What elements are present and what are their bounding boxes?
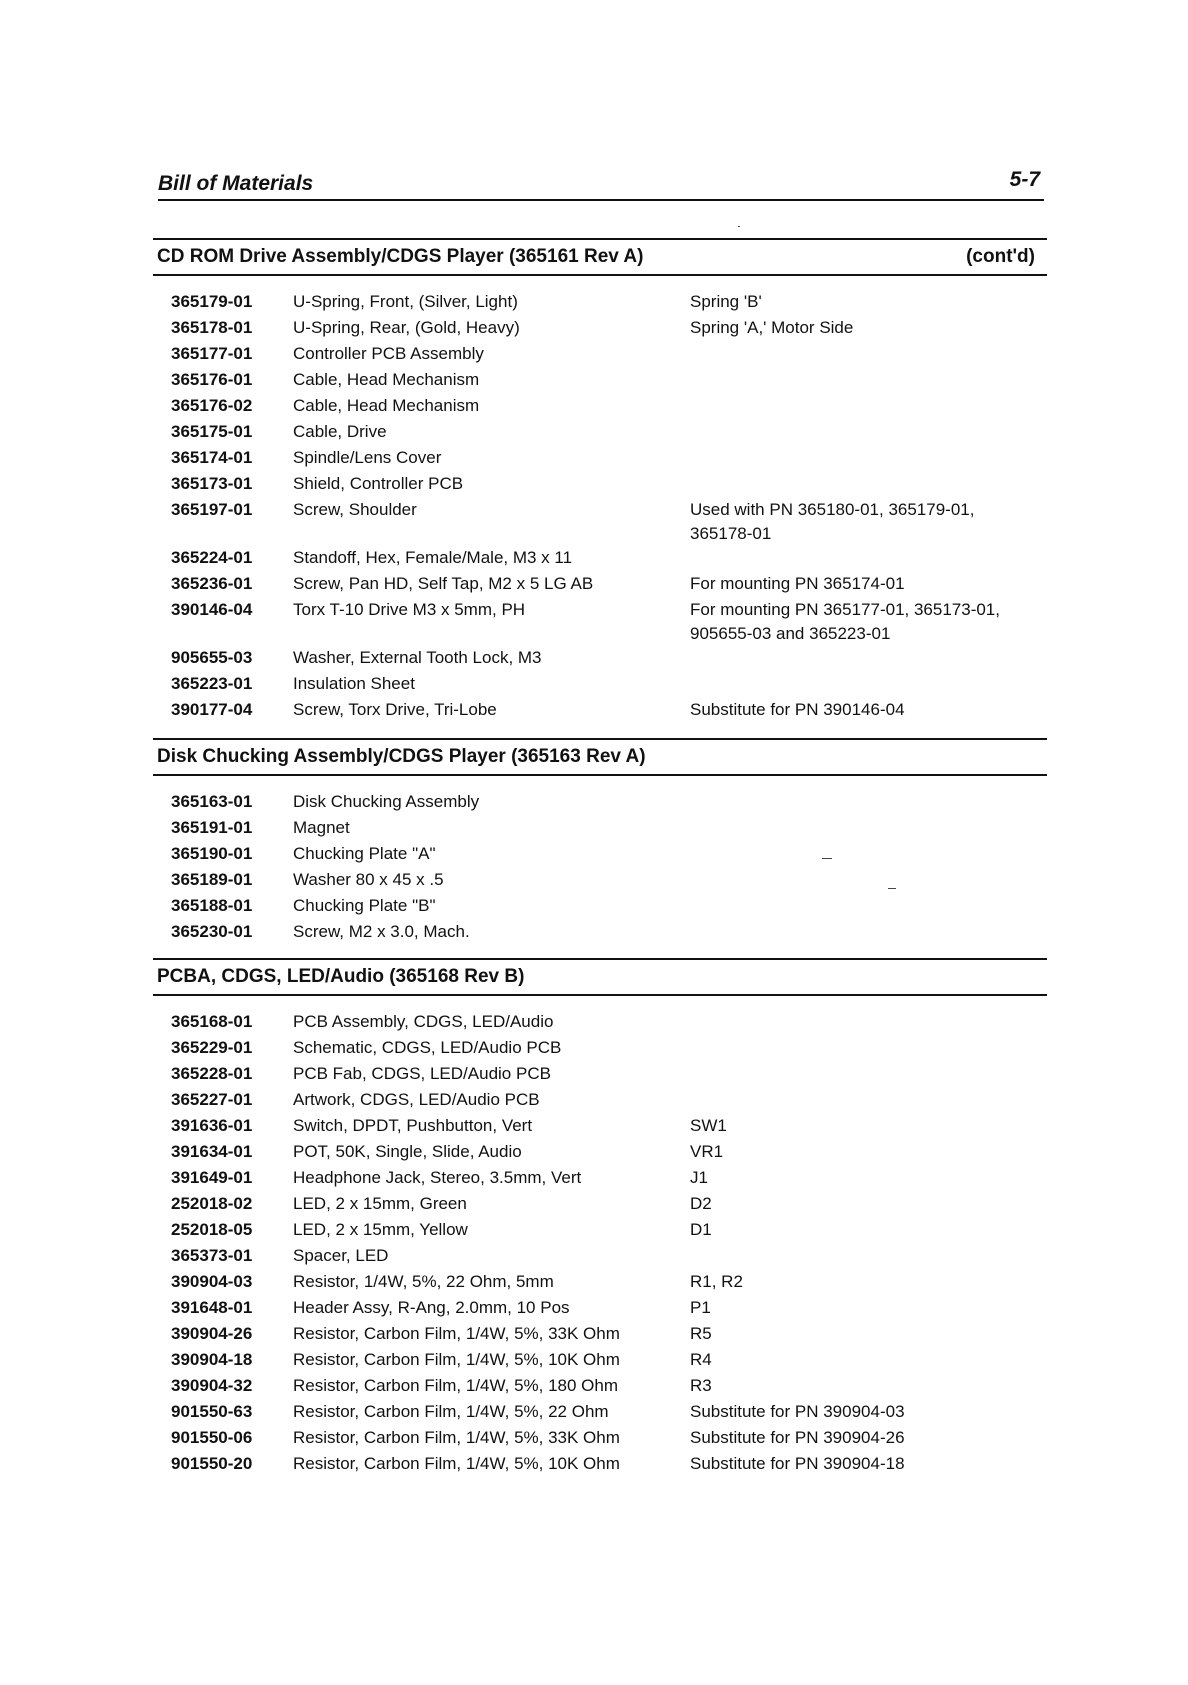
part-description: Cable, Head Mechanism	[293, 370, 480, 389]
table-row	[153, 1010, 1047, 1036]
part-number: 391648-01	[171, 1298, 253, 1317]
part-description: POT, 50K, Single, Slide, Audio	[293, 1142, 522, 1161]
part-note: Spring 'A,' Motor Side	[690, 318, 854, 337]
section-pcba-led-audio	[153, 958, 1047, 1478]
table-row	[153, 394, 1047, 420]
part-description: Resistor, Carbon Film, 1/4W, 5%, 180 Ohm	[293, 1376, 619, 1395]
part-note: D1	[690, 1220, 712, 1239]
table-row	[153, 1452, 1047, 1478]
part-description: Resistor, Carbon Film, 1/4W, 5%, 33K Ohm	[293, 1324, 620, 1343]
part-description: Resistor, Carbon Film, 1/4W, 5%, 10K Ohm	[293, 1454, 620, 1473]
part-number: 365229-01	[171, 1038, 253, 1057]
part-note: R1, R2	[690, 1272, 743, 1291]
table-row	[153, 472, 1047, 498]
part-number: 365168-01	[171, 1012, 253, 1031]
scan-speck	[822, 858, 832, 859]
part-description: Magnet	[293, 818, 350, 837]
table-row	[153, 446, 1047, 472]
part-number: 391649-01	[171, 1168, 253, 1187]
part-note: Substitute for PN 390146-04	[690, 700, 905, 719]
part-note: R4	[690, 1350, 712, 1369]
table-row	[153, 1348, 1047, 1374]
part-description: Resistor, Carbon Film, 1/4W, 5%, 10K Ohm	[293, 1350, 620, 1369]
part-number: 365176-02	[171, 396, 253, 415]
part-number: 365174-01	[171, 448, 253, 467]
table-row	[153, 646, 1047, 672]
part-note: Substitute for PN 390904-18	[690, 1454, 905, 1473]
table-row	[153, 1270, 1047, 1296]
part-note: D2	[690, 1194, 712, 1213]
part-number: 365188-01	[171, 896, 253, 915]
part-number: 365227-01	[171, 1090, 253, 1109]
scan-speck	[738, 226, 740, 227]
scan-speck	[888, 888, 896, 889]
part-description: Artwork, CDGS, LED/Audio PCB	[293, 1090, 540, 1109]
part-description: Screw, Shoulder	[293, 500, 417, 519]
section-heading	[153, 738, 1047, 776]
part-number: 391636-01	[171, 1116, 253, 1135]
table-row	[153, 316, 1047, 342]
section-heading	[153, 238, 1047, 276]
part-description: Washer 80 x 45 x .5	[293, 870, 444, 889]
table-row	[153, 842, 1047, 868]
table-row	[153, 1192, 1047, 1218]
part-description: PCB Assembly, CDGS, LED/Audio	[293, 1012, 554, 1031]
table-row	[153, 342, 1047, 368]
table-row	[153, 1426, 1047, 1452]
table-row	[153, 1322, 1047, 1348]
table-row	[153, 1088, 1047, 1114]
parts-list	[153, 790, 1047, 946]
part-number: 365173-01	[171, 474, 253, 493]
part-number: 365236-01	[171, 574, 253, 593]
part-description: Shield, Controller PCB	[293, 474, 464, 493]
parts-list	[153, 290, 1047, 724]
part-description: Screw, Torx Drive, Tri-Lobe	[293, 700, 497, 719]
table-row	[153, 1140, 1047, 1166]
table-row	[153, 1244, 1047, 1270]
section-title: PCBA, CDGS, LED/Audio (365168 Rev B)	[157, 966, 525, 987]
part-number: 391634-01	[171, 1142, 253, 1161]
part-note: Substitute for PN 390904-26	[690, 1428, 905, 1447]
table-row	[153, 1400, 1047, 1426]
part-description: U-Spring, Front, (Silver, Light)	[293, 292, 518, 311]
part-number: 252018-02	[171, 1194, 253, 1213]
part-number: 365224-01	[171, 548, 253, 567]
part-number: 365197-01	[171, 500, 253, 519]
table-row	[153, 1166, 1047, 1192]
part-note: R3	[690, 1376, 712, 1395]
part-number: 905655-03	[171, 648, 253, 667]
part-description: Screw, Pan HD, Self Tap, M2 x 5 LG AB	[293, 574, 594, 593]
part-description: Resistor, 1/4W, 5%, 22 Ohm, 5mm	[293, 1272, 554, 1291]
part-description: U-Spring, Rear, (Gold, Heavy)	[293, 318, 520, 337]
part-description: Controller PCB Assembly	[293, 344, 484, 363]
table-row	[153, 290, 1047, 316]
table-row	[153, 572, 1047, 598]
part-number: 365176-01	[171, 370, 253, 389]
table-row	[153, 368, 1047, 394]
part-number: 365189-01	[171, 870, 253, 889]
part-number: 390904-03	[171, 1272, 253, 1291]
table-row	[153, 790, 1047, 816]
part-description: Standoff, Hex, Female/Male, M3 x 11	[293, 548, 573, 567]
part-description: Spacer, LED	[293, 1246, 389, 1265]
table-row	[153, 894, 1047, 920]
page-number: 5-7	[1009, 168, 1040, 191]
table-row	[153, 672, 1047, 698]
table-row	[153, 698, 1047, 724]
part-description: Disk Chucking Assembly	[293, 792, 480, 811]
part-description: Washer, External Tooth Lock, M3	[293, 648, 542, 667]
part-number: 365228-01	[171, 1064, 253, 1083]
part-number: 365163-01	[171, 792, 253, 811]
part-note: Used with PN 365180-01, 365179-01, 365178-01	[690, 500, 975, 543]
section-heading	[153, 958, 1047, 996]
part-description: Switch, DPDT, Pushbutton, Vert	[293, 1116, 533, 1135]
section-cd-rom-drive	[153, 238, 1047, 724]
part-number: 365177-01	[171, 344, 253, 363]
section-disk-chucking	[153, 738, 1047, 946]
part-number: 365230-01	[171, 922, 253, 941]
part-number: 901550-63	[171, 1402, 253, 1421]
header-rule	[158, 199, 1044, 201]
part-number: 365223-01	[171, 674, 253, 693]
part-description: Cable, Head Mechanism	[293, 396, 480, 415]
part-description: Torx T-10 Drive M3 x 5mm, PH	[293, 600, 526, 619]
part-number: 365190-01	[171, 844, 253, 863]
part-description: PCB Fab, CDGS, LED/Audio PCB	[293, 1064, 551, 1083]
section-title: Disk Chucking Assembly/CDGS Player (365163 Rev A)	[157, 746, 646, 767]
section-title: CD ROM Drive Assembly/CDGS Player (365161 Rev A)	[157, 246, 644, 267]
table-row	[153, 1062, 1047, 1088]
part-description: LED, 2 x 15mm, Green	[293, 1194, 467, 1213]
part-description: Cable, Drive	[293, 422, 387, 441]
table-row	[153, 420, 1047, 446]
table-row	[153, 598, 1047, 646]
table-row	[153, 920, 1047, 946]
part-note: P1	[690, 1298, 711, 1317]
table-row	[153, 1296, 1047, 1322]
table-row	[153, 1114, 1047, 1140]
part-description: Screw, M2 x 3.0, Mach.	[293, 922, 470, 941]
part-number: 390177-04	[171, 700, 253, 719]
part-number: 901550-20	[171, 1454, 253, 1473]
part-number: 390146-04	[171, 600, 253, 619]
part-number: 365373-01	[171, 1246, 253, 1265]
part-description: Spindle/Lens Cover	[293, 448, 442, 467]
part-note: Substitute for PN 390904-03	[690, 1402, 905, 1421]
continued-label: (cont'd)	[966, 246, 1035, 267]
part-number: 365178-01	[171, 318, 253, 337]
part-description: LED, 2 x 15mm, Yellow	[293, 1220, 468, 1239]
part-number: 390904-26	[171, 1324, 253, 1343]
table-row	[153, 816, 1047, 842]
part-description: Resistor, Carbon Film, 1/4W, 5%, 22 Ohm	[293, 1402, 609, 1421]
part-description: Headphone Jack, Stereo, 3.5mm, Vert	[293, 1168, 582, 1187]
part-note: SW1	[690, 1116, 727, 1135]
part-number: 365179-01	[171, 292, 253, 311]
part-number: 901550-06	[171, 1428, 253, 1447]
part-note: VR1	[690, 1142, 724, 1161]
table-row	[153, 1374, 1047, 1400]
part-number: 252018-05	[171, 1220, 253, 1239]
page-title: Bill of Materials	[158, 172, 314, 195]
part-number: 365191-01	[171, 818, 253, 837]
page-header	[158, 168, 1044, 202]
part-description: Insulation Sheet	[293, 674, 415, 693]
part-note: Spring 'B'	[690, 292, 762, 311]
part-number: 390904-18	[171, 1350, 253, 1369]
part-description: Resistor, Carbon Film, 1/4W, 5%, 33K Ohm	[293, 1428, 620, 1447]
part-note: R5	[690, 1324, 712, 1343]
table-row	[153, 1218, 1047, 1244]
part-number: 390904-32	[171, 1376, 253, 1395]
part-note: For mounting PN 365177-01, 365173-01, 905655-03 and 365223-01	[690, 600, 1000, 643]
table-row	[153, 1036, 1047, 1062]
part-number: 365175-01	[171, 422, 253, 441]
part-description: Chucking Plate "A"	[293, 844, 436, 863]
part-description: Chucking Plate "B"	[293, 896, 436, 915]
parts-list	[153, 1010, 1047, 1478]
part-description: Header Assy, R-Ang, 2.0mm, 10 Pos	[293, 1298, 570, 1317]
table-row	[153, 868, 1047, 894]
table-row	[153, 498, 1047, 546]
part-note: J1	[690, 1168, 708, 1187]
table-row	[153, 546, 1047, 572]
part-description: Schematic, CDGS, LED/Audio PCB	[293, 1038, 562, 1057]
part-note: For mounting PN 365174-01	[690, 574, 905, 593]
